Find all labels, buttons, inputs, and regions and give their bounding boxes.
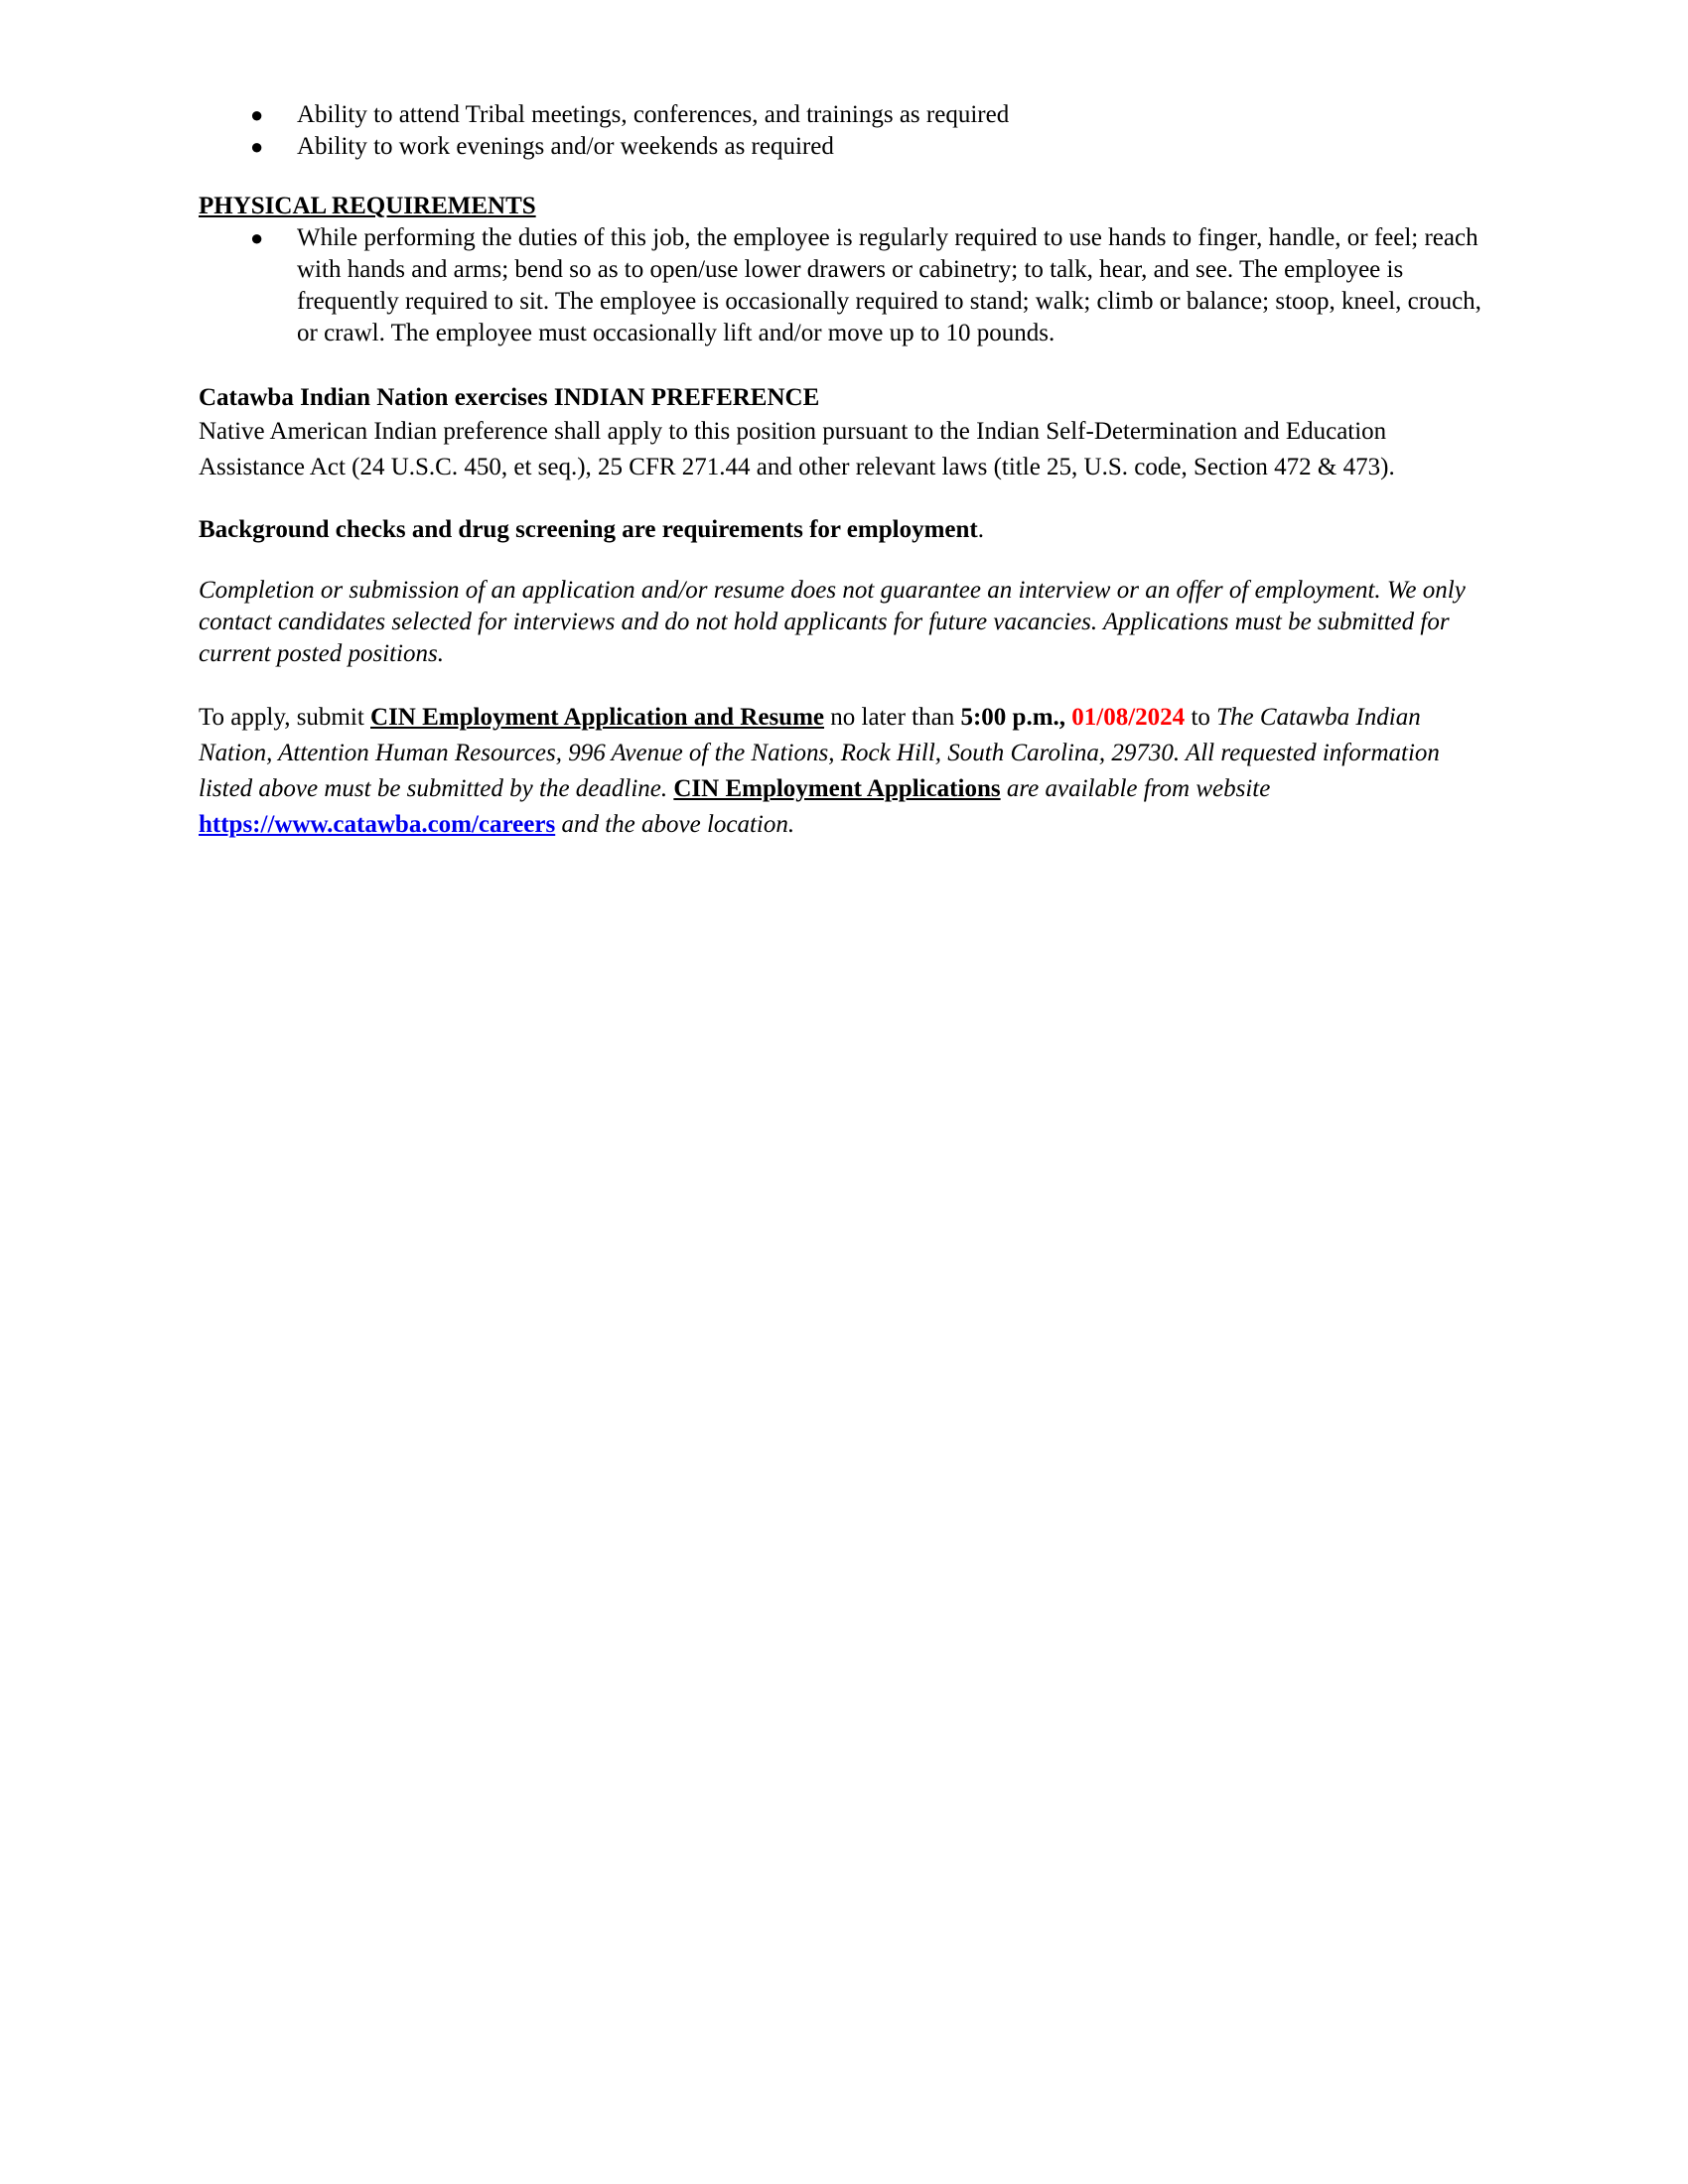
document-page	[199, 99, 1489, 843]
apply-to: to	[1185, 704, 1217, 731]
list-item-text: While performing the duties of this job, the employee is regularly required to use hands to finger, handle, or feel; reach with hands and arms; bend so as to open/use lower drawers or cabinetry; to talk, hear, and see. The employee is frequently required to sit. The employee is occasionally required to stand; walk; climb or balance; stoop, kneel, crouch, or crawl. The employee must occasionally lift and/or move up to 10 pounds.	[297, 224, 1481, 346]
physical-requirements-heading: PHYSICAL REQUIREMENTS	[199, 193, 536, 219]
deadline-time: 5:00 p.m.,	[960, 704, 1066, 731]
employment-applications-label: CIN Employment Applications	[673, 775, 1001, 802]
background-check-period: .	[977, 516, 984, 543]
careers-link[interactable]: https://www.catawba.com/careers	[199, 811, 556, 838]
application-and-resume-label: CIN Employment Application and Resume	[370, 704, 825, 731]
background-check-note	[199, 514, 1489, 546]
apply-tail: and the above location.	[555, 811, 795, 838]
indian-preference-heading: Catawba Indian Nation exercises INDIAN PREFERENCE	[199, 384, 820, 411]
list-item	[199, 99, 1489, 131]
list-item-text: Ability to work evenings and/or weekends as required	[297, 133, 834, 160]
deadline-date: 01/08/2024	[1071, 704, 1186, 731]
apply-instructions	[199, 700, 1489, 843]
requirements-list	[199, 99, 1489, 163]
background-check-text: Background checks and drug screening are requirements for employment	[199, 516, 978, 543]
list-item-text: Ability to attend Tribal meetings, conferences, and trainings as required	[297, 101, 1010, 128]
physical-requirements-list	[199, 222, 1489, 349]
apply-available: are available from website	[1000, 775, 1271, 802]
apply-no-later: no later than	[824, 704, 961, 731]
list-item	[199, 131, 1489, 163]
mailing-address: The Catawba Indian Nation, Attention Human Resources, 996 Avenue of the Nations, Rock Hill, South Carolina, 29730. All requested information listed above must be submitted by the deadline.	[199, 704, 1440, 802]
bullet-icon: ●	[250, 134, 264, 159]
bullet-icon: ●	[250, 225, 264, 250]
bullet-icon: ●	[250, 102, 264, 127]
disclaimer-paragraph: Completion or submission of an application and/or resume does not guarantee an interview or an offer of employment. We only contact candidates selected for interviews and do not hold applicants for future vacancies. Applications must be submitted for current posted positions.	[199, 577, 1466, 667]
list-item	[199, 222, 1489, 349]
indian-preference-body: Native American Indian preference shall apply to this position pursuant to the Indian Self-Determination and Education Assistance Act (24 U.S.C. 450, et seq.), 25 CFR 271.44 and other relevant laws (title 25, U.S. code, Section 472 & 473).	[199, 418, 1395, 480]
apply-lead: To apply, submit	[199, 704, 371, 731]
